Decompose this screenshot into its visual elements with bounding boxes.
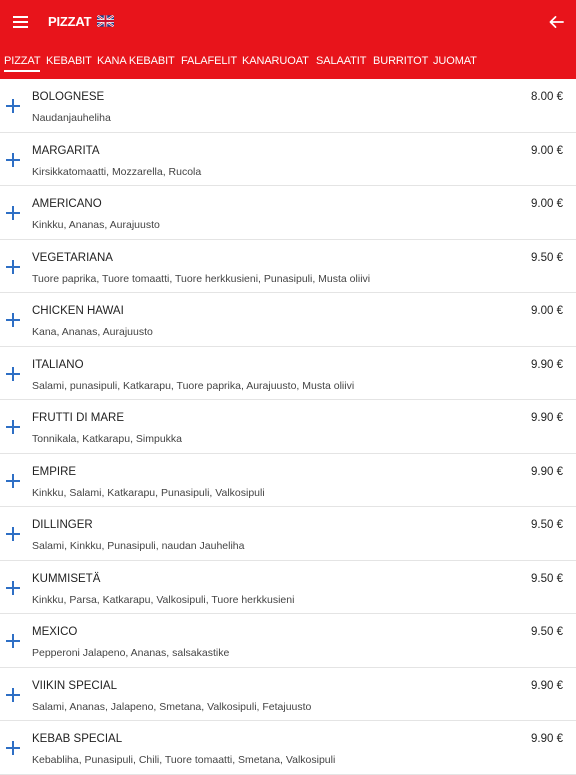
item-name: VEGETARIANA [32,251,113,264]
item-price: 9.00 € [531,305,563,317]
tab-kana-kebabit[interactable]: KANA KEBABIT [97,55,175,67]
item-description: Kinkku, Ananas, Aurajuusto [32,219,160,231]
add-plus-icon[interactable] [6,688,20,702]
item-price: 9.90 € [531,465,563,478]
item-name: ITALIANO [32,358,84,371]
item-description: Salami, Kinkku, Punasipuli, naudan Jauheliha [32,540,245,552]
item-price: 9.50 € [531,251,563,264]
list-item[interactable] [0,186,576,240]
uk-flag-icon [97,15,114,27]
item-name: FRUTTI DI MARE [32,412,124,424]
tab-salaatit[interactable]: SALAATIT [316,55,367,67]
item-description: Pepperoni Jalapeno, Ananas, salsakastike [32,647,230,659]
item-price: 9.00 € [531,144,563,157]
list-item[interactable] [0,454,576,508]
item-price: 9.50 € [531,626,563,638]
list-item[interactable] [0,133,576,187]
item-name: BOLOGNESE [32,91,105,103]
list-item[interactable] [0,668,576,722]
list-item[interactable] [0,347,576,401]
item-description: Naudanjauheliha [32,112,111,124]
arrow-left-icon[interactable] [549,15,564,29]
category-tabs [0,44,576,79]
list-item[interactable] [0,400,576,454]
add-plus-icon[interactable] [6,581,20,595]
top-app-bar [0,0,576,44]
item-description: Tonnikala, Katkarapu, Simpukka [32,433,182,445]
item-name: CHICKEN HAWAI [32,305,124,317]
item-price: 9.90 € [531,358,563,371]
list-item[interactable] [0,293,576,347]
add-plus-icon[interactable] [6,527,20,541]
item-description: Salami, Ananas, Jalapeno, Smetana, Valkosipuli, Fetajuusto [32,700,312,713]
menu-item-list [0,79,576,775]
list-item[interactable] [0,79,576,133]
page-title: PIZZAT [48,14,92,29]
item-name: MARGARITA [32,144,100,157]
list-item[interactable] [0,614,576,668]
item-name: MEXICO [32,626,78,638]
item-price: 9.00 € [531,198,563,210]
item-price: 9.90 € [531,412,563,424]
add-plus-icon[interactable] [6,206,20,220]
add-plus-icon[interactable] [6,420,20,434]
tab-pizzat[interactable]: PIZZAT [4,55,40,72]
item-description: Salami, punasipuli, Katkarapu, Tuore paprika, Aurajuusto, Musta oliivi [32,379,355,392]
list-item[interactable] [0,240,576,294]
item-description: Kinkku, Parsa, Katkarapu, Valkosipuli, Tuore herkkusieni [32,593,295,606]
item-description: Kinkku, Salami, Katkarapu, Punasipuli, Valkosipuli [32,486,265,499]
item-price: 9.90 € [531,733,563,745]
item-description: Kirsikkatomaatti, Mozzarella, Rucola [32,165,202,178]
list-item[interactable] [0,561,576,615]
list-item[interactable] [0,507,576,561]
add-plus-icon[interactable] [6,367,20,381]
add-plus-icon[interactable] [6,474,20,488]
add-plus-icon[interactable] [6,260,20,274]
list-item[interactable] [0,721,576,775]
item-name: KUMMISETÄ [32,572,101,585]
item-description: Kana, Ananas, Aurajuusto [32,326,153,338]
add-plus-icon[interactable] [6,153,20,167]
item-description: Tuore paprika, Tuore tomaatti, Tuore herkkusieni, Punasipuli, Musta oliivi [32,272,371,285]
item-price: 9.90 € [531,679,563,692]
add-plus-icon[interactable] [6,634,20,648]
add-plus-icon[interactable] [6,99,20,113]
item-price: 8.00 € [531,91,563,103]
tab-kanaruoat[interactable]: KANARUOAT [242,55,309,67]
tab-kebabit[interactable]: KEBABIT [46,55,92,67]
tab-falafelit[interactable]: FALAFELIT [181,55,237,67]
add-plus-icon[interactable] [6,313,20,327]
item-name: EMPIRE [32,465,77,478]
add-plus-icon[interactable] [6,741,20,755]
tab-juomat[interactable]: JUOMAT [433,55,477,67]
item-name: KEBAB SPECIAL [32,733,123,745]
item-name: VIIKIN SPECIAL [32,679,118,692]
hamburger-menu-icon[interactable] [13,16,28,28]
item-price: 9.50 € [531,519,563,531]
tab-burritot[interactable]: BURRITOT [373,55,429,67]
item-name: DILLINGER [32,519,93,531]
item-price: 9.50 € [531,572,563,585]
item-name: AMERICANO [32,198,102,210]
item-description: Kebabliha, Punasipuli, Chili, Tuore tomaatti, Smetana, Valkosipuli [32,754,336,766]
